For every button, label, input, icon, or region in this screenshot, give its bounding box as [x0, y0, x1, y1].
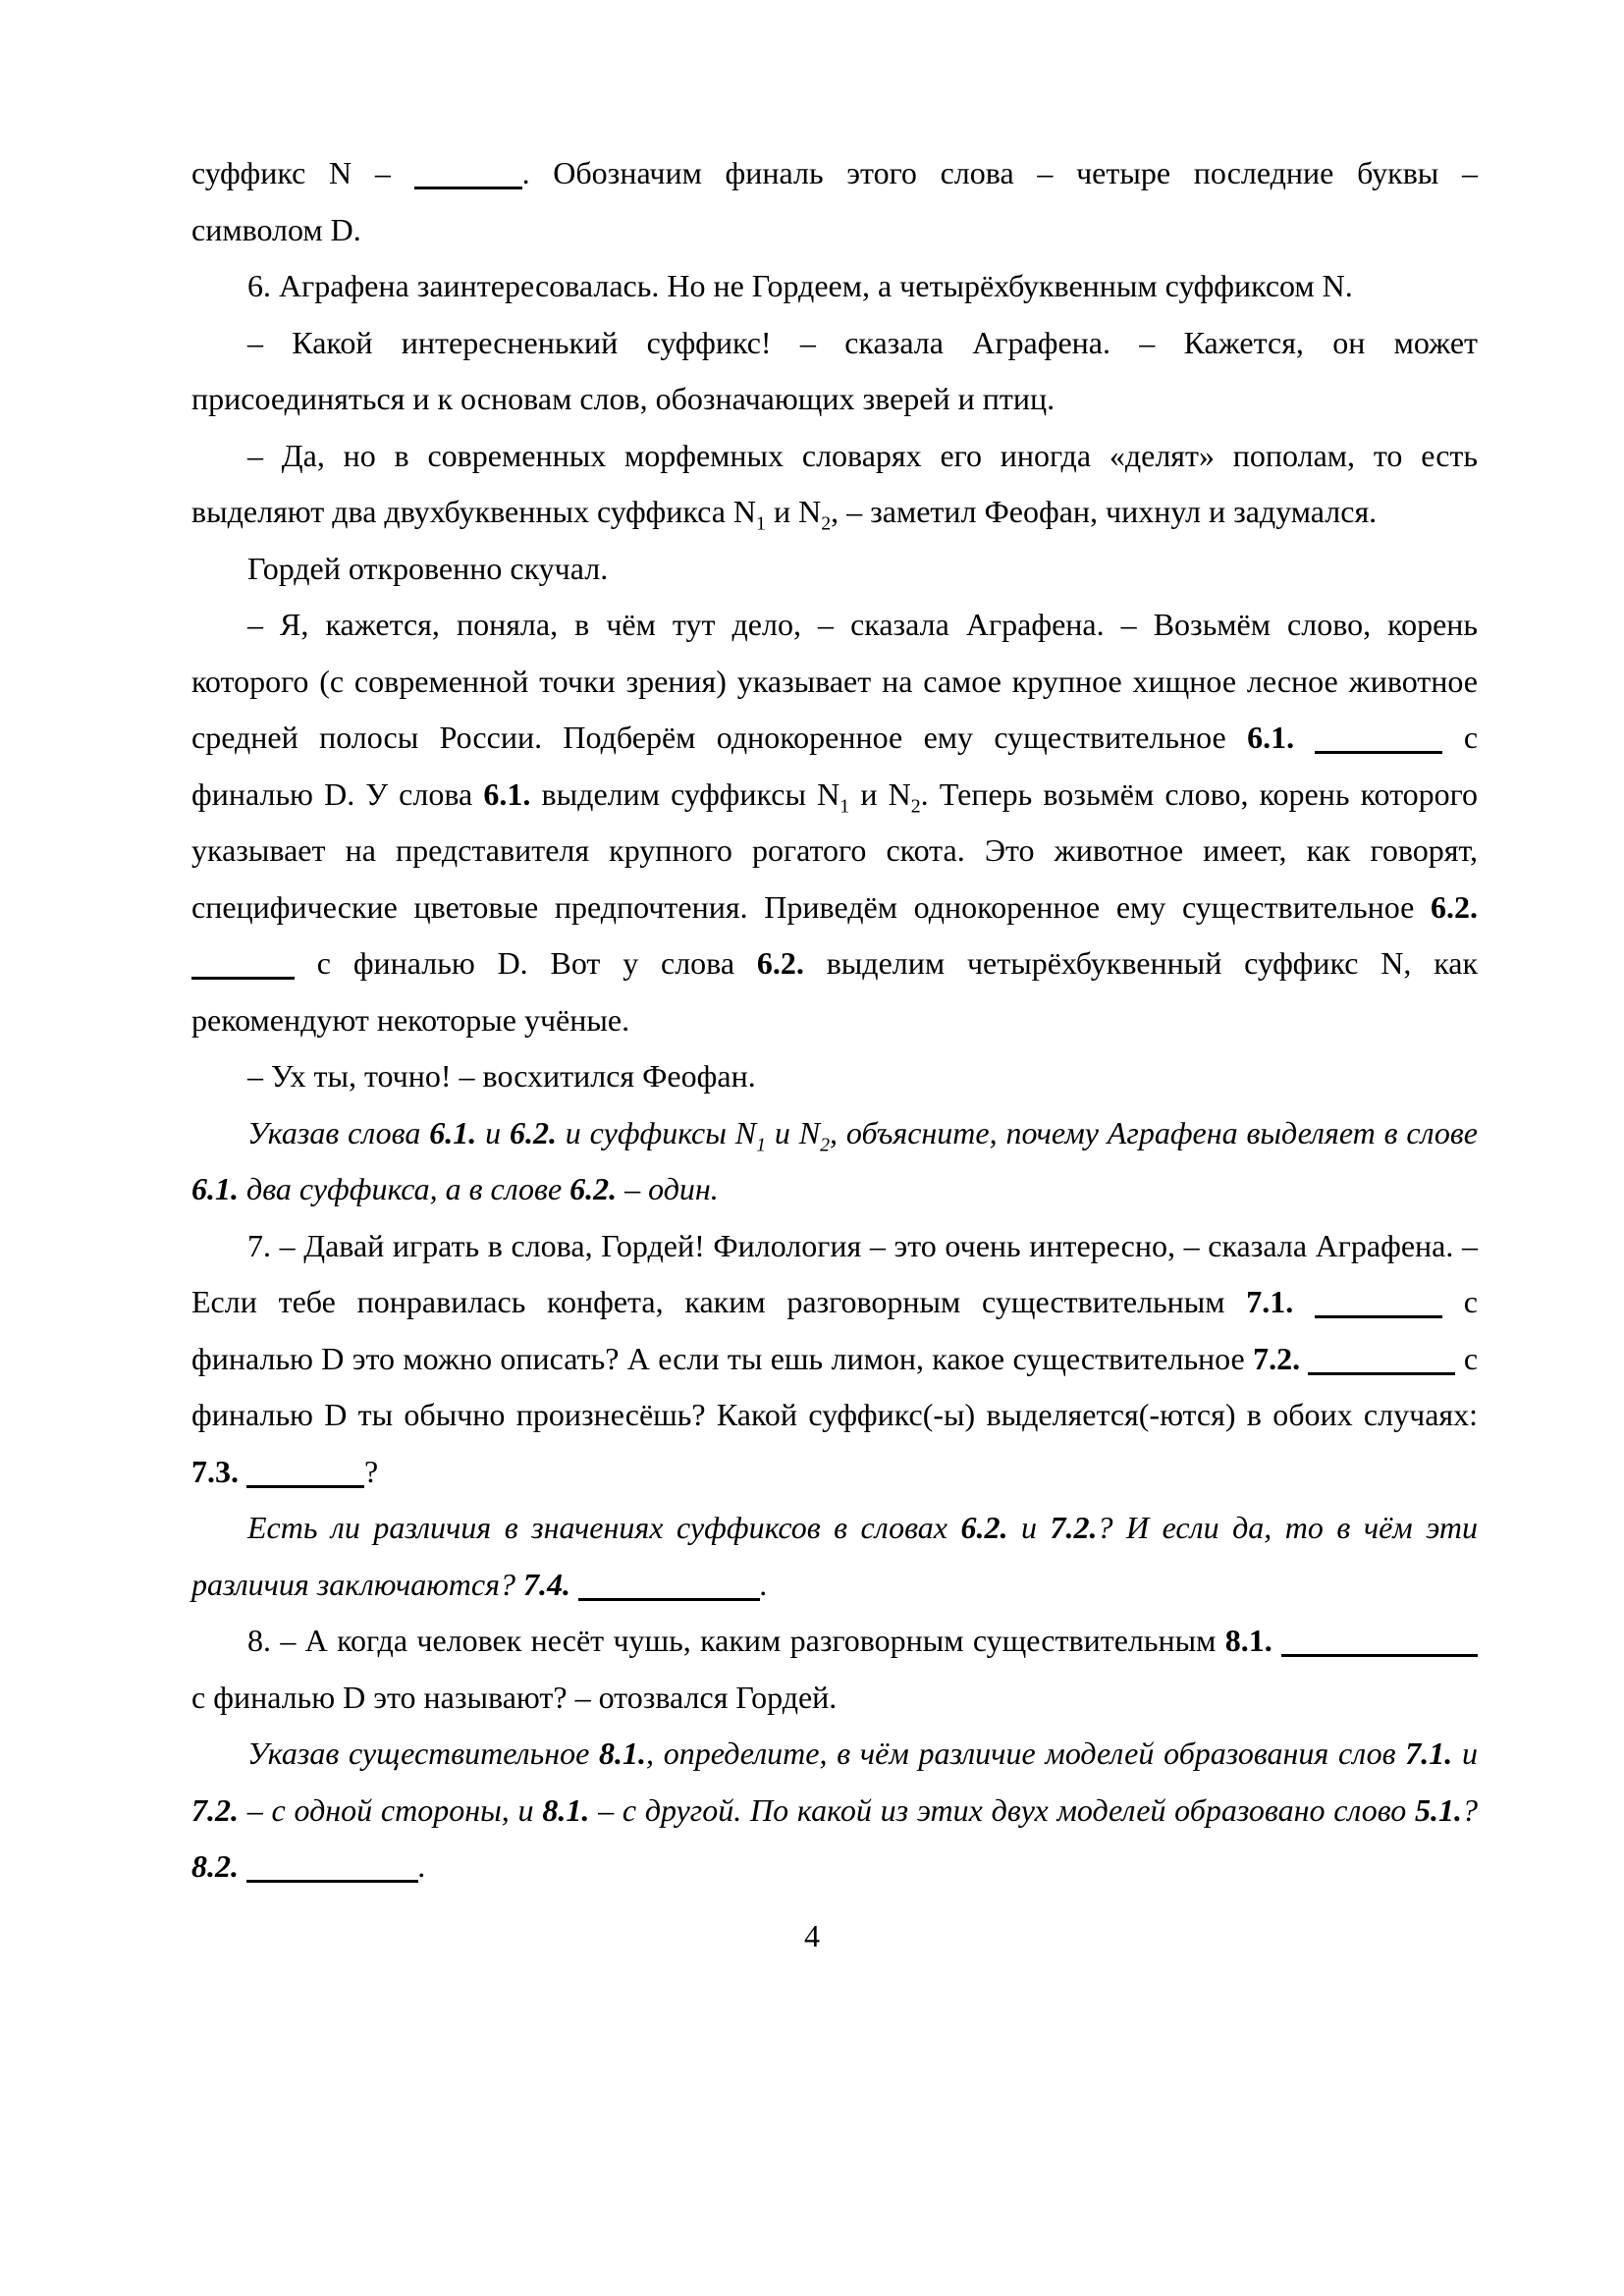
task-number: 8.1. [599, 1735, 647, 1771]
text-run: – Ух ты, точно! – восхитился Феофан. [247, 1058, 756, 1094]
paragraph-10 [191, 1218, 1478, 1501]
page-number: 4 [804, 1918, 820, 1953]
document-body-text [191, 145, 1478, 1896]
text-run: суффикс N – [191, 155, 414, 190]
text-run: Есть ли различия в значениях суффиксов в словах [247, 1510, 961, 1545]
text-run: . [418, 1848, 426, 1884]
text-run [1293, 1284, 1315, 1319]
paragraph-2 [191, 202, 1478, 259]
answer-blank [1281, 1652, 1478, 1657]
text-run: – один. [617, 1171, 719, 1206]
paragraph-6 [191, 541, 1478, 598]
text-run [1272, 1623, 1281, 1658]
text-run: Указав существительное [247, 1735, 600, 1771]
task-number: 8.1. [542, 1791, 590, 1828]
text-run [239, 1848, 246, 1884]
text-run: и N [766, 1114, 821, 1150]
task-number: 6.2. [1431, 888, 1478, 925]
task-number: 7.4. [522, 1566, 570, 1602]
text-run: ? [1462, 1791, 1479, 1828]
task-number: 6.1. [483, 775, 531, 812]
text-run: , объясните, почему Аграфена выделяет в слове [830, 1114, 1479, 1150]
paragraph-13 [191, 1726, 1478, 1896]
task-number: 6.2. [756, 945, 804, 981]
text-run: выделим четырёхбуквенный суффикс N, как рекомендуют некоторые учёные. [191, 945, 1479, 1038]
text-run: – с одной стороны, и [239, 1791, 543, 1828]
paragraph-5 [191, 428, 1478, 541]
task-number: 6.1. [191, 1171, 239, 1206]
page-footer [0, 1908, 1624, 1965]
text-run: . [759, 1566, 768, 1602]
answer-blank [1308, 1370, 1455, 1375]
subscript: 1 [756, 512, 766, 535]
task-number: 8.1. [1224, 1623, 1272, 1658]
text-run: выделим суффиксы N [530, 775, 840, 812]
text-run [570, 1567, 578, 1602]
text-run [239, 1454, 246, 1489]
answer-blank [1315, 1313, 1442, 1318]
text-run: 7. – Давай играть в слова, Гордей! Филология – это очень интересно, – сказала Аграфена. – Если тебе понравилась конфета, каким разговорным существительным [191, 1227, 1478, 1319]
task-number: 7.1. [1405, 1735, 1453, 1771]
paragraph-11 [191, 1500, 1478, 1613]
paragraph-12 [191, 1613, 1478, 1726]
subscript: 1 [839, 794, 850, 817]
text-run: два суффикса, а в слове [239, 1171, 570, 1206]
task-number: 7.3. [191, 1453, 239, 1489]
text-run [1300, 1341, 1308, 1376]
answer-blank [246, 1878, 418, 1883]
text-run: ? [364, 1453, 379, 1489]
subscript: 2 [910, 794, 921, 817]
task-number: 7.2. [191, 1791, 239, 1828]
task-number: 6.2. [960, 1510, 1008, 1545]
paragraph-4 [191, 315, 1478, 428]
text-run: Указав слова [247, 1114, 430, 1150]
paragraph-8 [191, 1048, 1478, 1105]
answer-blank [246, 1483, 364, 1488]
text-run: и N [849, 775, 911, 812]
task-number: 7.1. [1246, 1284, 1294, 1319]
task-number: 5.1. [1415, 1791, 1463, 1828]
answer-blank [414, 185, 522, 189]
subscript: 2 [821, 512, 832, 535]
text-run: с финалью D это называют? – отозвался Гордей. [191, 1679, 838, 1715]
text-run: – Я, кажется, поняла, в чём тут дело, – сказала Аграфена. – Возьмём слово, корень которого (с современной точки зрения) указывает на самое крупное хищное лесное животное средней полосы России. Подберём однокоренное ему существительное [191, 607, 1478, 755]
task-number: 8.2. [191, 1848, 239, 1884]
text-run: и [1452, 1735, 1479, 1771]
text-run: с финалью D ты обычно произнесёшь? Какой суффикс(-ы) выделяется(-ются) в обоих случаях: [191, 1340, 1479, 1432]
task-number: 6.2. [569, 1171, 618, 1206]
text-run: – Какой интересненький суффикс! – сказала Аграфена. – Кажется, он может присоединяться и к основам слов, обозначающих зверей и птиц. [191, 324, 1478, 416]
text-run: . Обозначим финаль этого слова – четыре последние буквы – [521, 155, 1479, 190]
text-run: с финалью D это можно описать? А если ты ешь лимон, какое существительное [191, 1284, 1478, 1376]
answer-blank [578, 1596, 760, 1601]
task-number: 6.1. [429, 1114, 477, 1150]
text-run: 8. – А когда человек несёт чушь, каким разговорным существительным [247, 1623, 1225, 1658]
task-number: 6.1. [1247, 720, 1295, 755]
text-run: , определите, в чём различие моделей образования слов [646, 1735, 1406, 1771]
text-run: . Теперь возьмём слово, корень которого указывает на представителя крупного рогатого скота. Это животное имеет, как говорят, специфические цветовые предпочтения. Приведём однокоренное ему существительное [191, 775, 1478, 925]
text-run: с финалью D. У слова [191, 720, 1479, 812]
text-run: ? И если да, то в чём эти различия заключаются? [191, 1510, 1479, 1602]
text-run: символом D. [191, 211, 361, 247]
paragraph-1 [191, 145, 1478, 202]
text-run: с финалью D. Вот у слова [295, 945, 757, 981]
paragraph-3 [191, 258, 1478, 315]
task-number: 7.2. [1050, 1510, 1098, 1545]
text-run: , – заметил Феофан, чихнул и задумался. [831, 494, 1378, 529]
text-run: – Да, но в современных морфемных словарях его иногда «делят» пополам, то есть выделяют два двухбуквенных суффикса N [191, 437, 1478, 529]
text-run: и суффиксы N [556, 1114, 757, 1150]
subscript: 1 [756, 1133, 767, 1155]
answer-blank [1315, 749, 1442, 754]
text-run: 6. Аграфена заинтересовалась. Но не Гордеем, а четырёхбуквенным суффиксом N. [247, 268, 1353, 303]
paragraph-7 [191, 597, 1478, 1048]
task-number: 7.2. [1253, 1340, 1301, 1376]
text-run: и [1007, 1510, 1051, 1545]
text-run: и N [765, 494, 822, 529]
text-run: – с другой. По какой из этих двух моделей образовано слово [589, 1791, 1416, 1828]
text-run [1294, 720, 1315, 755]
paragraph-9 [191, 1105, 1478, 1218]
task-number: 6.2. [509, 1114, 557, 1150]
text-run: Гордей откровенно скучал. [247, 550, 609, 586]
subscript: 2 [820, 1133, 831, 1155]
text-run: и [476, 1114, 510, 1150]
answer-blank [191, 975, 295, 980]
